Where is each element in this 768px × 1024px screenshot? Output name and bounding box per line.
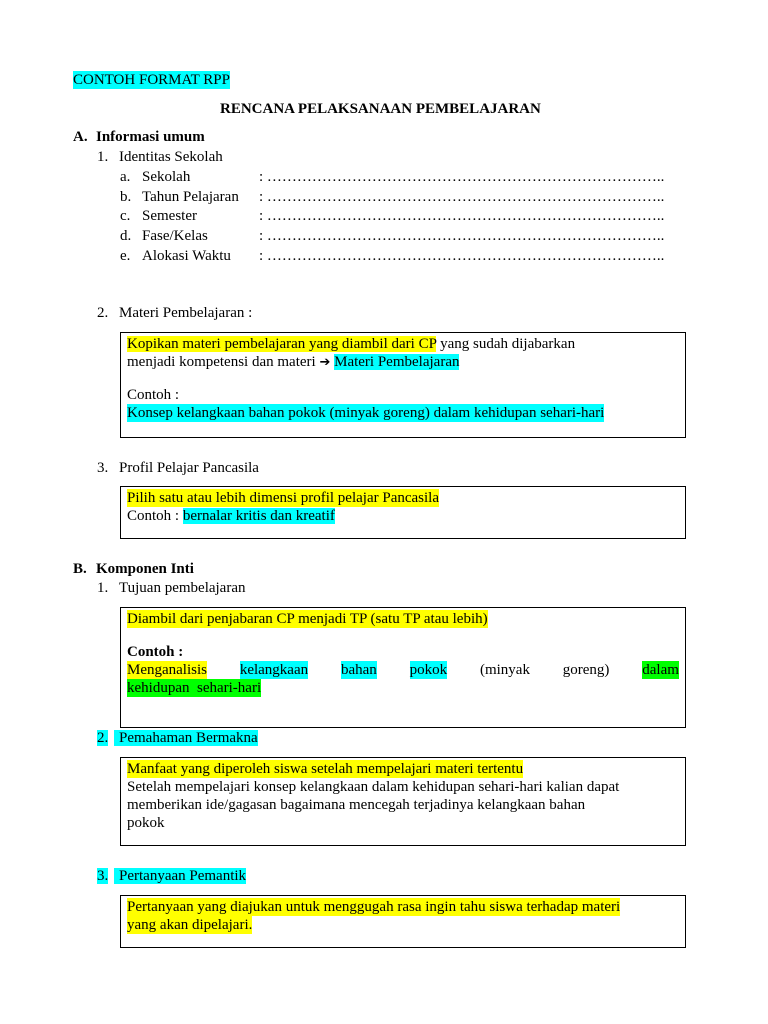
pemantik-box	[120, 895, 686, 948]
tujuan-box	[120, 607, 686, 728]
materi-text: yang sudah dijabarkan	[436, 336, 576, 352]
profil-instruction: Pilih satu atau lebih dimensi profil pelajar Pancasila	[127, 490, 440, 506]
b3-number-text: 3.	[97, 868, 109, 884]
arrow-right-icon: ➔	[319, 355, 331, 370]
materi-highlight: Kopikan materi pembelajaran yang diambil dari CP	[127, 336, 437, 352]
tujuan-contoh-label: Contoh :	[127, 644, 184, 660]
section-a-letter: A.	[73, 129, 88, 145]
a2-title: Materi Pembelajaran :	[119, 305, 253, 321]
b3-number	[97, 867, 108, 885]
identity-letter: b.	[120, 189, 132, 205]
tujuan-example-line-1	[127, 661, 679, 679]
identity-value: : ……………………………………………………………………..	[259, 189, 665, 205]
identity-label: Semester	[142, 208, 197, 224]
tujuan-word: dalam	[642, 662, 679, 678]
identity-letter: e.	[120, 248, 131, 264]
profil-example	[127, 507, 335, 525]
b1-number: 1.	[97, 580, 109, 596]
pemahaman-text-2: memberikan ide/gagasan bagaimana mencegah terjadinya kelangkaan bahan	[127, 797, 586, 813]
materi-text: menjadi kompetensi dan materi	[127, 354, 320, 370]
materi-line-2	[127, 353, 459, 372]
b3-title	[114, 867, 246, 885]
a2-number: 2.	[97, 305, 109, 321]
a3-number: 3.	[97, 460, 109, 476]
tujuan-word: bahan	[340, 662, 377, 678]
materi-box	[120, 332, 686, 438]
b2-title	[114, 729, 258, 747]
profil-contoh-label: Contoh :	[127, 508, 183, 524]
profil-highlight: bernalar kritis dan kreatif	[182, 508, 335, 524]
pemahaman-instruction: Manfaat yang diperoleh siswa setelah mempelajari materi tertentu	[127, 761, 524, 777]
identity-value: : ……………………………………………………………………..	[259, 248, 665, 264]
pemahaman-text-1: Setelah mempelajari konsep kelangkaan dalam kehidupan sehari-hari kalian dapat	[127, 779, 620, 795]
identity-letter: d.	[120, 228, 132, 244]
profil-box	[120, 486, 686, 539]
section-a-heading: Informasi umum	[96, 129, 205, 145]
tujuan-word: kelangkaan	[239, 662, 309, 678]
b1-title: Tujuan pembelajaran	[119, 580, 246, 596]
a3-title: Profil Pelajar Pancasila	[119, 460, 259, 476]
tujuan-example-line-2: kehidupan sehari-hari	[127, 680, 262, 696]
identity-label: Sekolah	[142, 169, 191, 185]
doc-title: RENCANA PELAKSANAAN PEMBELAJARAN	[220, 101, 541, 117]
identity-value: : ……………………………………………………………………..	[259, 208, 665, 224]
materi-contoh-label: Contoh :	[127, 387, 180, 403]
tujuan-word: Menganalisis	[127, 662, 207, 678]
pemantik-instruction-2: yang akan dipelajari.	[127, 917, 253, 933]
materi-example: Konsep kelangkaan bahan pokok (minyak goreng) dalam kehidupan sehari-hari	[127, 405, 605, 421]
a1-title: Identitas Sekolah	[119, 149, 223, 165]
identity-label: Tahun Pelajaran	[142, 189, 239, 205]
a1-number: 1.	[97, 149, 109, 165]
identity-letter: a.	[120, 169, 131, 185]
b2-title-text: Pemahaman Bermakna	[114, 730, 258, 746]
b2-number	[97, 729, 108, 747]
section-b-letter: B.	[73, 561, 87, 577]
identity-label: Fase/Kelas	[142, 228, 208, 244]
section-b-heading: Komponen Inti	[96, 561, 194, 577]
tujuan-word: goreng)	[562, 662, 610, 678]
materi-highlight: Materi Pembelajaran	[334, 354, 460, 370]
tujuan-word: (minyak	[479, 662, 530, 678]
identity-value: : ……………………………………………………………………..	[259, 228, 665, 244]
identity-label: Alokasi Waktu	[142, 248, 231, 264]
materi-line-1	[127, 335, 575, 353]
b2-number-text: 2.	[97, 730, 109, 746]
pemahaman-text-3: pokok	[127, 815, 165, 831]
tujuan-instruction: Diambil dari penjabaran CP menjadi TP (satu TP atau lebih)	[127, 611, 488, 627]
identity-value: : ……………………………………………………………………..	[259, 169, 665, 185]
pemantik-instruction-1: Pertanyaan yang diajukan untuk menggugah rasa ingin tahu siswa terhadap materi	[127, 899, 621, 915]
tujuan-word: pokok	[409, 662, 448, 678]
identity-letter: c.	[120, 208, 131, 224]
pemahaman-box	[120, 757, 686, 846]
doc-label: CONTOH FORMAT RPP	[73, 72, 230, 88]
b3-title-text: Pertanyaan Pemantik	[114, 868, 246, 884]
